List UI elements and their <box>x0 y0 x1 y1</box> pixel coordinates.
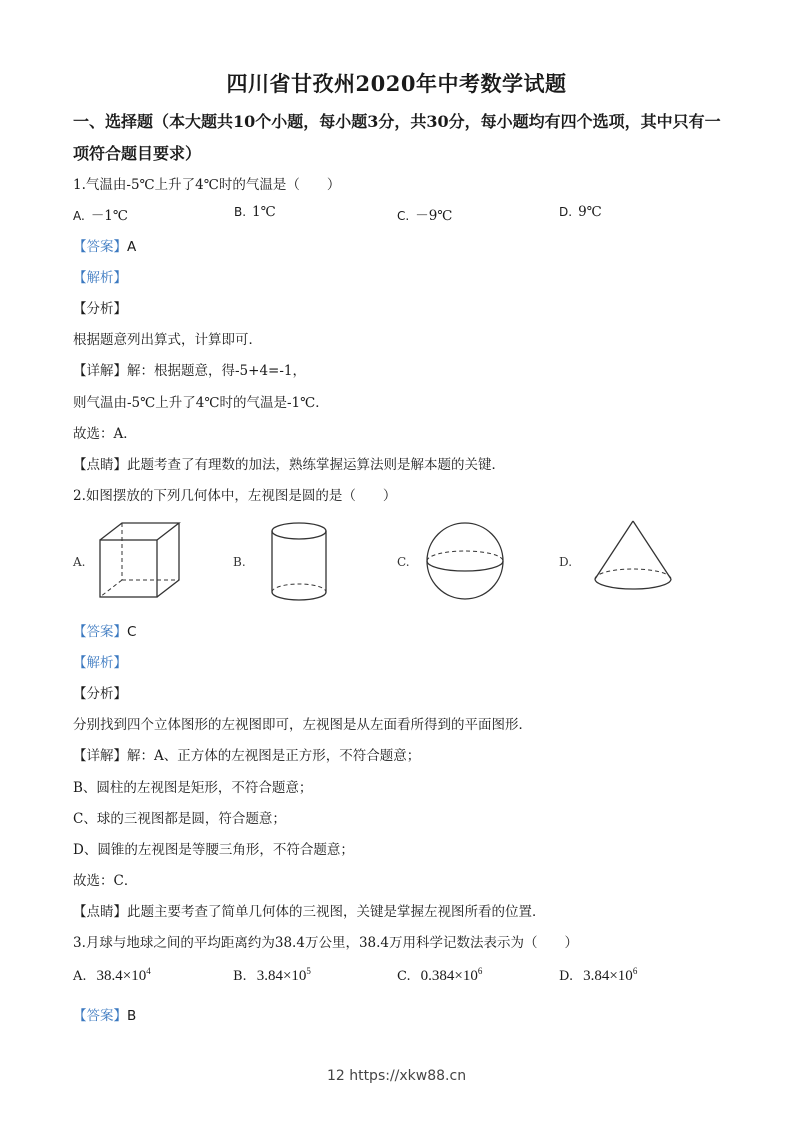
q3-option-d: D. $3.84\times 10^6$ <box>559 966 638 984</box>
q2-choose: 故选：C． <box>73 873 138 889</box>
q2-detail-c: C、球的三视图都是圆，符合题意； <box>73 811 286 827</box>
q1-option-d: D. 9℃ <box>559 204 602 220</box>
q2-figure-c-label: C. <box>397 555 410 569</box>
q2-figure-b-label: B. <box>233 555 246 569</box>
q3-stem: 3.月球与地球之间的平均距离约为38.4万公里，38.4万用科学记数法表示为（ ） <box>73 935 578 951</box>
q2-detail-b: B、圆柱的左视图是矩形，不符合题意； <box>73 780 313 796</box>
q2-detail-d: D、圆锥的左视图是等腰三角形，不符合题意； <box>73 842 354 858</box>
q2-answer: 【答案】C <box>73 624 137 640</box>
page-footer: 12 https://xkw88.cn <box>326 1068 467 1084</box>
q3-option-a: A. $38.4\times 10^4$ <box>73 966 151 984</box>
q2-fenxi: 【分析】 <box>73 686 127 702</box>
q1-fenxi-text: 根据题意列出算式，计算即可． <box>73 332 262 348</box>
q1-analysis-tag: 【解析】 <box>73 270 127 286</box>
sphere-figure-icon <box>424 519 506 603</box>
q2-comment: 【点睛】此题主要考查了简单几何体的三视图，关键是掌握左视图所看的位置． <box>73 904 546 920</box>
section-heading: 一、选择题（本大题共10个小题，每小题3分，共30分，每小题均有四个选项，其中只有一项符合题目要求） <box>73 112 721 163</box>
page-title: 四川省甘孜州2020年中考数学试题 <box>226 71 567 96</box>
q1-comment: 【点睛】此题考查了有理数的加法，熟练掌握运算法则是解本题的关键． <box>73 457 505 473</box>
cylinder-figure-icon <box>266 518 332 606</box>
q1-fenxi: 【分析】 <box>73 301 127 317</box>
q3-option-b: B. $3.84\times 10^5$ <box>233 966 311 984</box>
q2-figure-a-label: A. <box>73 555 86 569</box>
q2-fenxi-text: 分别找到四个立体图形的左视图即可，左视图是从左面看所得到的平面图形． <box>73 717 532 733</box>
q2-stem: 2.如图摆放的下列几何体中，左视图是圆的是（ ） <box>73 488 397 504</box>
q1-detail: 【详解】解：根据题意，得-5+4=-1， <box>73 363 307 379</box>
q1-option-b: B. 1℃ <box>234 204 276 220</box>
q3-answer: 【答案】B <box>73 1008 137 1024</box>
q2-analysis-tag: 【解析】 <box>73 655 127 671</box>
q1-option-c: C. －9℃ <box>397 208 453 224</box>
q1-stem: 1.气温由-5℃上升了4℃时的气温是（ ） <box>73 177 341 193</box>
q2-figure-d-label: D. <box>559 555 573 569</box>
q1-answer: 【答案】A <box>73 239 137 255</box>
cone-figure-icon <box>592 518 674 596</box>
cube-figure-icon <box>95 520 190 602</box>
q2-detail: 【详解】解：A、正方体的左视图是正方形，不符合题意； <box>73 748 421 764</box>
q1-choose: 故选：A． <box>73 426 137 442</box>
q3-option-c: C. $0.384\times 10^6$ <box>397 966 483 984</box>
q1-option-a: A. －1℃ <box>73 208 129 224</box>
q1-detail-2: 则气温由-5℃上升了4℃时的气温是-1℃． <box>73 395 329 411</box>
